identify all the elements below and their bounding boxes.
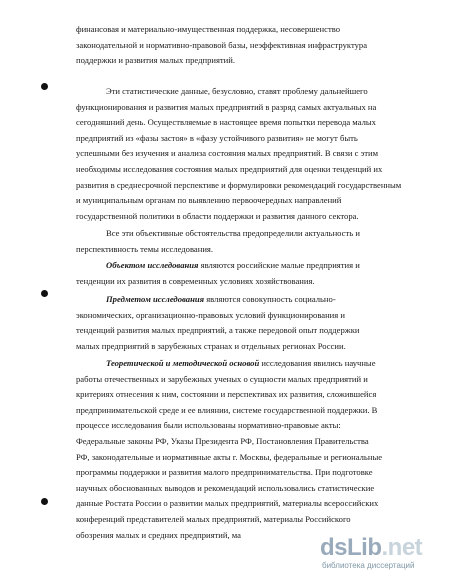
text-line: научных обоснованных выводов и рекомендаций использовались статистические [76, 482, 375, 493]
dslib-watermark [318, 534, 436, 570]
text-line: и муниципальным органам по выявлению первоочередных направлений [76, 195, 342, 206]
text-fragment: являются совокупность социально- [204, 294, 336, 304]
paragraph-relevance [76, 226, 406, 257]
text-line: Эти статистические данные, безусловно, ставят проблему дальнейшего [106, 86, 368, 96]
text-line: малых предприятий в зарубежных странах и отдельных регионах России. [76, 340, 346, 351]
paragraph-intro-end [76, 22, 406, 69]
logo-main-text: dsLib [320, 534, 382, 561]
text-line: тенденции их развития в современных условиях хозяйствования. [76, 275, 315, 286]
text-line: процессе исследования были использованы нормативно-правовые акты: [76, 420, 341, 431]
binding-hole-icon [41, 498, 48, 505]
dslib-logo [320, 534, 422, 562]
text-line: критериях отнесения к ним, состоянии и перспективах их развития, сложившейся [76, 389, 377, 400]
text-line: перспективность темы исследования. [76, 243, 214, 254]
text-line: финансовая и материально-имущественная поддержка, несовершенство [76, 24, 341, 34]
text-line: Федеральные законы РФ, Указы Президента РФ, Постановления Правительства [76, 435, 369, 446]
text-fragment: являются российские малые предприятия и [198, 260, 360, 270]
text-line: сегодняшний день. Осуществляемые в настоящее время попытки перевода малых [76, 117, 376, 128]
paragraph-statistics [76, 84, 406, 224]
text-line: РФ, законодательные и нормативные акты г. Москвы, федеральные и региональные [76, 451, 383, 462]
text-line: данные Ростата России о развитии малых предприятий, материалы всероссийских [76, 498, 379, 509]
text-line: законодательной и нормативно-правовой базы, неэффективная инфраструктура [76, 39, 368, 50]
watermark-subtitle: библиотека диссертаций [322, 561, 415, 570]
text-line: тенденций развития малых предприятий, а также передовой опыт поддержки [76, 325, 360, 336]
text-line: функционирования и развития малых предприятий в разряд самых актуальных на [76, 101, 377, 112]
text-line: государственной политики в области поддержки и развития данного сектора. [76, 210, 359, 221]
text-line: обозрения малых и средних предприятий, ма [76, 529, 241, 540]
text-line [76, 292, 406, 308]
paragraph-subject [76, 292, 406, 354]
text-line: необходимы исследования состояния малых предприятий для оценки тенденций их [76, 163, 383, 174]
text-line: поддержки и развития малых предприятий. [76, 55, 236, 66]
methodology-term: Теоретической и методической основой [106, 358, 260, 368]
text-line: Все эти объективные обстоятельства предопределили актуальность и [106, 228, 360, 238]
binding-hole-icon [41, 290, 48, 297]
text-line: программы поддержки и развития малого предпринимательства. При подготовке [76, 467, 373, 478]
text-line: предприятий из «фазы застоя» в «фазу устойчивого развития» не могут быть [76, 132, 358, 143]
text-line: работы отечественных и зарубежных ученых о сущности малых предприятий и [76, 373, 368, 384]
paragraph-methodology [76, 356, 406, 543]
text-line [76, 356, 406, 372]
text-line: конференций представителей малых предприятий, материалы Российского [76, 513, 351, 524]
text-line: экономических, организационно-правовых условий функционирования и [76, 309, 345, 320]
logo-domain-text: .net [381, 534, 423, 561]
text-fragment: исследования явились научные [259, 358, 376, 368]
subject-term: Предметом исследования [106, 294, 205, 304]
binding-hole-icon [41, 83, 48, 90]
text-line [76, 258, 406, 274]
text-line: предпринимательской среде и ее влиянии, системе государственной поддержки. В [76, 404, 378, 415]
text-line: успешными без изучения и анализа состояния малых предприятий. В связи с этим [76, 148, 379, 159]
text-line: развития в среднесрочной перспективе и формулировки рекомендаций государственным [76, 179, 402, 190]
paragraph-object [76, 258, 406, 289]
object-term: Объектом исследования [106, 260, 199, 270]
